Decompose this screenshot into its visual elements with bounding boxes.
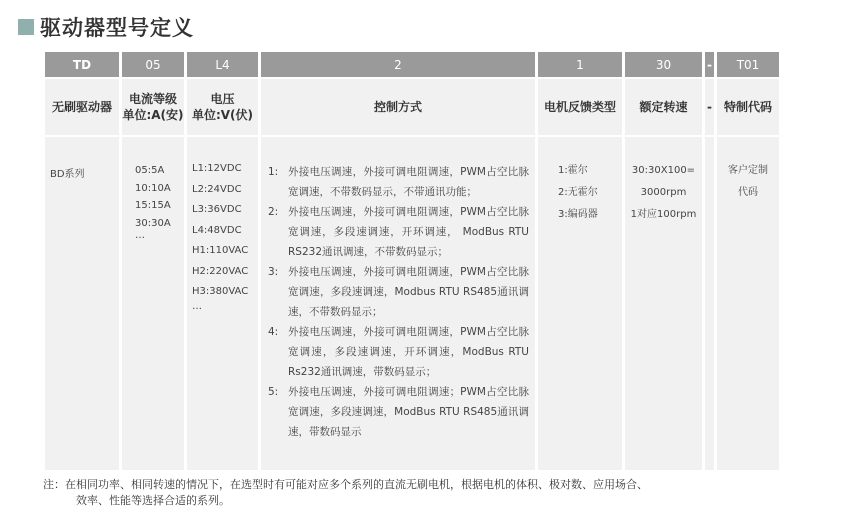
header-cell-speed: 30 — [625, 52, 702, 77]
control-item — [268, 382, 529, 442]
current-item: 30:30A — [135, 217, 171, 229]
voltage-item: L3:36VDC — [192, 204, 242, 215]
special-line: 代码 — [738, 187, 758, 198]
body-cell-current — [122, 137, 184, 470]
voltage-item: L4:48VDC — [192, 224, 242, 236]
body-cell-control — [261, 137, 535, 470]
subheader-feedback: 电机反馈类型 — [538, 79, 622, 135]
subheader-current-line2: 单位:A(安) — [122, 108, 184, 122]
footnote-line1: 注：在相同功率、相同转速的情况下，在选型时有可能对应多个系列的直流无刷电机，根据电机的体积、极对数、应用场合、 — [43, 478, 648, 491]
speed-line: 30:30X100= — [631, 165, 696, 176]
body-cell-special — [717, 137, 779, 470]
voltage-item: H1:110VAC — [192, 245, 249, 256]
current-item: … — [135, 230, 145, 241]
subheader-voltage-line1: 电压 — [210, 92, 235, 106]
feedback-item: 3:编码器 — [558, 209, 598, 220]
control-item-num: 4: — [268, 326, 279, 338]
control-item-num: 3: — [268, 266, 279, 278]
control-item — [268, 202, 529, 262]
header-cell-feedback: 1 — [538, 52, 622, 77]
voltage-item: H2:220VAC — [192, 265, 249, 277]
control-item-text: 外接电压调速，外接可调电阻调速；PWM占空比脉宽调速，多段速调速，ModBus RTU RS485通讯调速，带数码显示 — [288, 386, 529, 438]
feedback-item: 2:无霍尔 — [558, 187, 598, 198]
body-cell-series — [45, 137, 119, 470]
speed-line: 3000rpm — [640, 187, 687, 198]
header-cell-series: TD — [45, 52, 119, 77]
title-square-icon — [18, 19, 34, 35]
subheader-current-line1: 电流等级 — [128, 92, 177, 106]
header-cell-voltage: L4 — [187, 52, 258, 77]
feedback-item: 1:霍尔 — [558, 165, 588, 176]
control-item-num: 5: — [268, 386, 279, 398]
control-item-text: 外接电压调速，外接可调电阻调速，PWM占空比脉宽调速，多段速调速，开环调速， ModBus RTU RS232通讯调速，不带数码显示； — [288, 206, 529, 258]
voltage-item: L2:24VDC — [192, 183, 242, 195]
header-cell-current: 05 — [122, 52, 184, 77]
header-cell-control: 2 — [261, 52, 535, 77]
control-item — [268, 162, 529, 202]
control-item-text: 外接电压调速，外接可调电阻调速，PWM占空比脉宽调速，多段速调速，开环调速，ModBus RTU Rs232通讯调速，带数码显示； — [288, 326, 529, 378]
subheader-speed: 额定转速 — [625, 79, 702, 135]
special-line: 客户定制 — [728, 165, 768, 176]
body-cell-speed — [625, 137, 702, 470]
current-item: 15:15A — [135, 200, 171, 211]
control-item-num: 2: — [268, 206, 279, 218]
speed-line: 1对应100rpm — [630, 209, 697, 220]
subheader-current — [122, 79, 184, 135]
subheader-brushless-driver: 无刷驱动器 — [45, 79, 119, 135]
page-title: 驱动器型号定义 — [40, 16, 194, 40]
body-cell-voltage — [187, 137, 258, 470]
voltage-item: L1:12VDC — [192, 163, 242, 174]
footnote-line2: 效率、性能等选择合适的系列。 — [76, 494, 230, 507]
body-cell-feedback — [538, 137, 622, 470]
header-cell-special: T01 — [717, 52, 779, 77]
subheader-voltage — [187, 79, 258, 135]
control-item-num: 1: — [268, 166, 279, 178]
body-cell-dash — [705, 137, 714, 470]
current-item: 05:5A — [135, 165, 165, 176]
subheader-control: 控制方式 — [261, 79, 535, 135]
subheader-special: 特制代码 — [717, 79, 779, 135]
voltage-item: H3:380VAC — [192, 286, 249, 297]
control-item — [268, 322, 529, 382]
subheader-voltage-line2: 单位:V(伏) — [191, 108, 254, 122]
control-item — [268, 262, 529, 322]
voltage-item: … — [192, 300, 202, 312]
footnote — [43, 477, 803, 509]
page-title-block — [18, 11, 194, 43]
control-item-text: 外接电压调速，外接可调电阻调速，PWM占空比脉宽调速，多段速调速，Modbus RTU RS485通讯调速，不带数码显示； — [288, 266, 529, 318]
series-value: BD系列 — [50, 169, 85, 180]
header-cell-dash: - — [705, 52, 714, 77]
subheader-dash: - — [705, 79, 714, 135]
current-item: 10:10A — [135, 182, 171, 194]
control-item-text: 外接电压调速，外接可调电阻调速，PWM占空比脉宽调速，不带数码显示，不带通讯功能； — [288, 166, 529, 198]
